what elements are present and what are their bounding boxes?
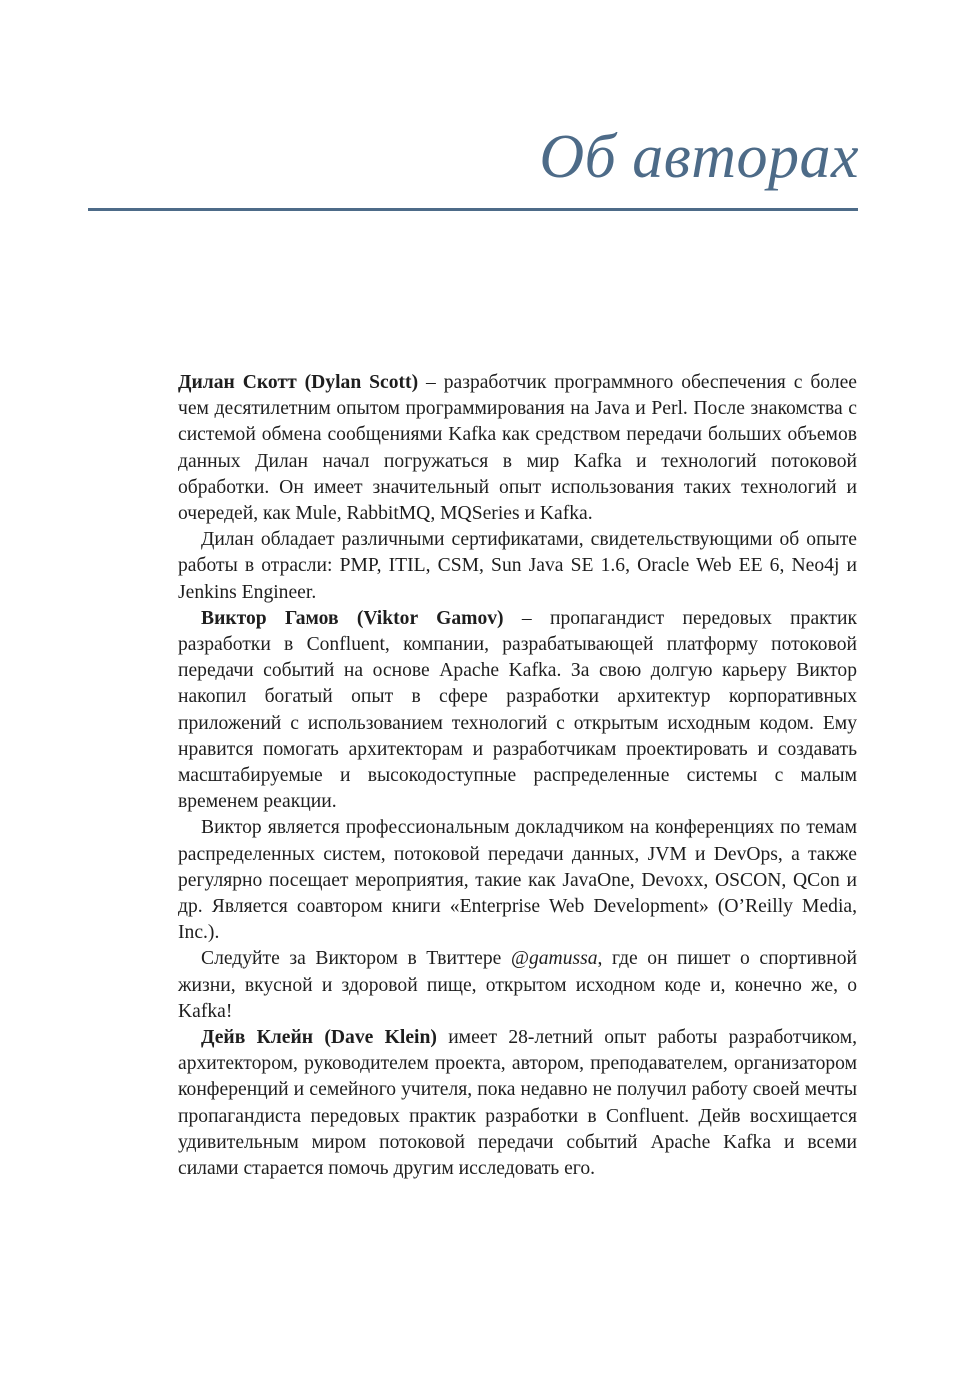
paragraph-text: , где он пишет о спортивной жизни, вкусной и здоровой пище, открытом исходном коде и, конечно же, о Kafka! — [178, 948, 857, 1022]
paragraph-text: – разработчик программного обеспечения с более чем десятилетним опытом программирования на Java и Perl. После знакомства с системой обмена сообщениями Kafka как средством передачи больших объемов данных Дилан начал погружаться в мир Kafka и технологий потоковой обработки. Он имеет значительный опыт использования таких технологий и очередей, как Mule, RabbitMQ, MQSeries и Kafka. — [178, 372, 858, 525]
paragraph-text: имеет 28-летний опыт работы разработчиком, архитектором, руководителем проекта, автором, преподавателем, организатором конференций и семейного учителя, пока недавно не получил работу своей мечты пропагандиста передовых практик разработки в Confluent. Дейв восхищается удивительным миром потоковой передачи событий Apache Kafka и всеми силами старается помочь другим исследовать его. — [178, 1027, 857, 1180]
paragraph-dylan-certificates — [178, 527, 857, 606]
paragraph-text: – пропагандист передовых практик разработки в Confluent, компании, разрабатывающей платформу потоковой передачи событий на основе Apache Kafka. За свою долгую карьеру Виктор накопил богатый опыт в сфере разработки архитектур корпоративных приложений с использованием технологий с открытым исходным кодом. Ему нравится помогать архитекторам и разработчикам проектировать и создавать масштабируемые и высокодоступные распределенные системы с малым временем реакции. — [178, 607, 857, 813]
title-rule — [88, 208, 858, 211]
paragraph-dave-klein — [178, 1025, 857, 1182]
paragraph-text: Дилан обладает различными сертификатами, свидетельствующими об опыте работы в отрасли: PMP, ITIL, CSM, Sun Java SE 1.6, Oracle Web EE 6, Neo4j и Jenkins Engineer. — [178, 529, 857, 603]
twitter-handle: @gamussa — [510, 948, 598, 970]
author-name-viktor-gamov: Виктор Гамов (Viktor Gamov) — [201, 607, 504, 629]
paragraph-viktor-twitter — [178, 946, 857, 1025]
paragraph-viktor-gamov — [178, 606, 857, 816]
chapter-title: Об авторах — [539, 123, 859, 191]
body-text — [178, 370, 857, 1182]
paragraph-text: Следуйте за Виктором в Твиттере — [201, 948, 511, 970]
author-name-dylan-scott: Дилан Скотт (Dylan Scott) — [178, 372, 419, 393]
paragraph-dylan-scott — [178, 370, 857, 527]
paragraph-text: Виктор является профессиональным докладчиком на конференциях по темам распределенных систем, потоковой передачи данных, JVM и DevOps, а также регулярно посещает мероприятия, такие как JavaOne, Devoxx, OSCON, QCon и др. Является соавтором книги «Enterprise Web Development» (O’Reilly Media, Inc.). — [178, 817, 857, 944]
author-name-dave-klein: Дейв Клейн (Dave Klein) — [201, 1027, 437, 1049]
paragraph-viktor-speaker — [178, 815, 857, 946]
